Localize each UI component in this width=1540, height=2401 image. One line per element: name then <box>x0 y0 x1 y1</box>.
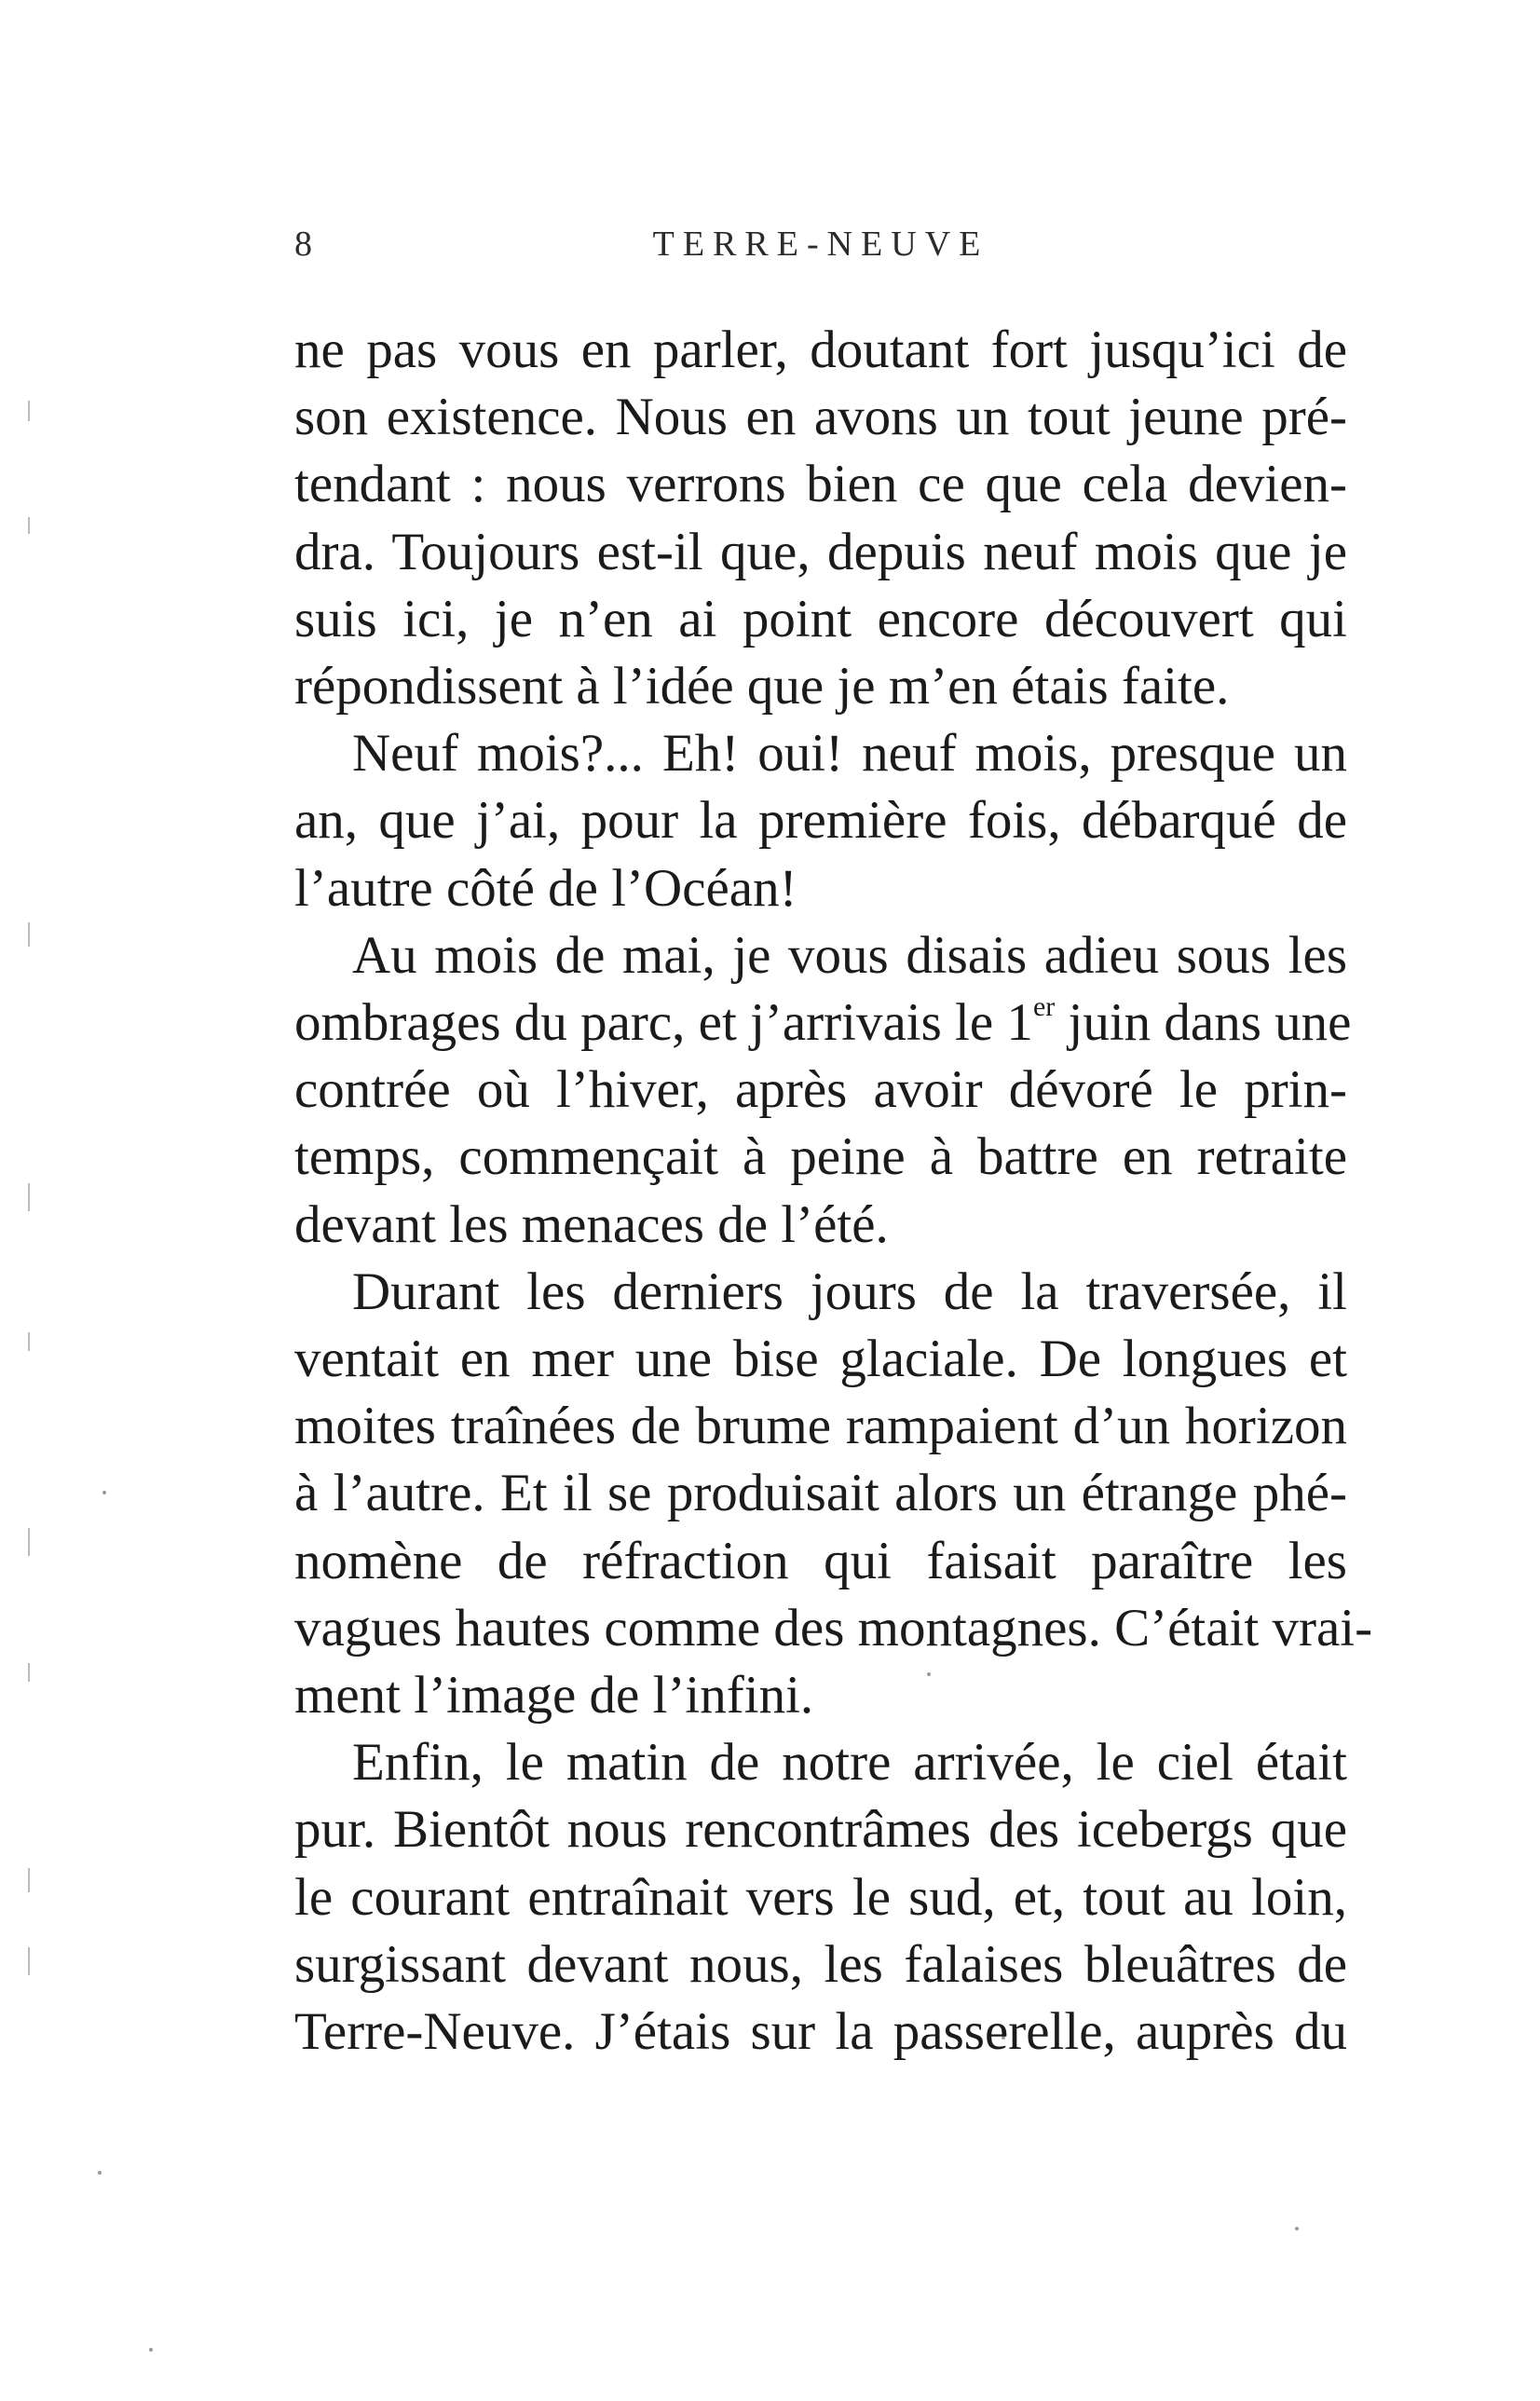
text-line-content: surgissant devant nous, les falaises bleuâtres de <box>294 1934 1347 1994</box>
scan-speck <box>149 2348 153 2352</box>
text-line-content: répondissent à l’idée que je m’en étais faite. <box>294 657 1230 716</box>
text-line-content: nomène de réfraction qui faisait paraître les <box>294 1531 1347 1590</box>
text-line <box>294 1864 1347 1931</box>
scan-speck <box>98 2171 102 2175</box>
text-line-content: ne pas vous en parler, doutant fort jusqu’ici de <box>294 321 1347 379</box>
scan-mark <box>28 1947 30 1975</box>
scan-mark <box>28 1528 30 1556</box>
scan-mark <box>28 1663 30 1682</box>
text-line <box>294 586 1347 653</box>
text-line <box>294 451 1347 518</box>
text-line-content: suis ici, je n’en ai point encore découvert qui <box>294 589 1347 648</box>
text-line-content: Au mois de mai, je vous disais adieu sous les <box>352 925 1347 985</box>
text-line <box>294 1931 1347 1999</box>
text-line-content: devant les menaces de l’été. <box>294 1194 889 1254</box>
text-line-content: juin dans une <box>1055 993 1352 1053</box>
text-line <box>294 1393 1347 1460</box>
text-line-content: tendant : nous verrons bien ce que cela devien- <box>294 455 1347 514</box>
page-number: 8 <box>294 225 312 264</box>
text-line <box>294 1528 1347 1595</box>
text-line-content: moites traînées de brume rampaient d’un horizon <box>294 1397 1347 1456</box>
scan-mark <box>28 1868 30 1892</box>
text-line-content: ombrages du parc, et j’arrivais le 1 <box>294 993 1033 1053</box>
text-line <box>294 1796 1347 1863</box>
text-line-content: son existence. Nous en avons un tout jeune pré- <box>294 388 1347 447</box>
text-line-content: an, que j’ai, pour la première fois, débarqué de <box>294 791 1347 851</box>
text-line <box>294 1662 1347 1729</box>
text-line-content: l’autre côté de l’Océan! <box>294 858 797 918</box>
scan-mark <box>28 517 30 534</box>
text-line-content: vagues hautes comme des montagnes. C’était vrai- <box>294 1598 1373 1658</box>
scan-speck <box>1295 2227 1299 2230</box>
text-line <box>294 1595 1373 1662</box>
text-line-content: à l’autre. Et il se produisait alors un étrange phé- <box>294 1464 1347 1523</box>
running-title: TERRE-NEUVE <box>652 225 989 264</box>
superscript: er <box>1032 991 1056 1023</box>
text-line <box>294 787 1347 854</box>
scan-speck <box>102 1491 106 1494</box>
text-line-content: Neuf mois?... Eh! oui! neuf mois, presque un <box>352 724 1347 784</box>
scan-mark <box>28 1332 30 1351</box>
running-head <box>294 224 1347 270</box>
text-line-content: Enfin, le matin de notre arrivée, le ciel était <box>352 1733 1347 1793</box>
text-line <box>294 922 1347 989</box>
text-line <box>294 317 1347 384</box>
text-line <box>294 1326 1347 1393</box>
text-line-content: ment l’image de l’infini. <box>294 1666 814 1726</box>
scan-mark <box>28 401 30 421</box>
scan-mark <box>28 922 30 947</box>
text-line <box>294 1259 1347 1326</box>
text-line-content: temps, commençait à peine à battre en retraite <box>294 1127 1347 1187</box>
text-line-content: ventait en mer une bise glaciale. De longues et <box>294 1330 1347 1389</box>
text-line-content: Durant les derniers jours de la traversée, il <box>352 1262 1347 1321</box>
text-line <box>294 720 1347 787</box>
text-line-content: le courant entraînait vers le sud, et, tout au loin, <box>294 1867 1347 1927</box>
text-line <box>294 1192 1347 1259</box>
scan-mark <box>28 1183 30 1211</box>
text-line <box>294 384 1347 451</box>
text-line <box>294 1057 1347 1124</box>
text-line <box>294 989 1352 1057</box>
text-line <box>294 855 1347 922</box>
text-line <box>294 653 1347 720</box>
text-line <box>294 1729 1347 1796</box>
text-line-content: Terre-Neuve. J’étais sur la passerelle, auprès du <box>294 2002 1347 2062</box>
text-line-content: pur. Bientôt nous rencontrâmes des icebergs que <box>294 1800 1347 1860</box>
text-line-content: contrée où l’hiver, après avoir dévoré le prin- <box>294 1060 1347 1120</box>
text-line-content: dra. Toujours est-il que, depuis neuf mois que je <box>294 522 1347 581</box>
text-line <box>294 1124 1347 1191</box>
text-line <box>294 519 1347 586</box>
body-text <box>294 317 1373 2066</box>
text-line <box>294 1999 1347 2066</box>
text-line <box>294 1460 1347 1527</box>
